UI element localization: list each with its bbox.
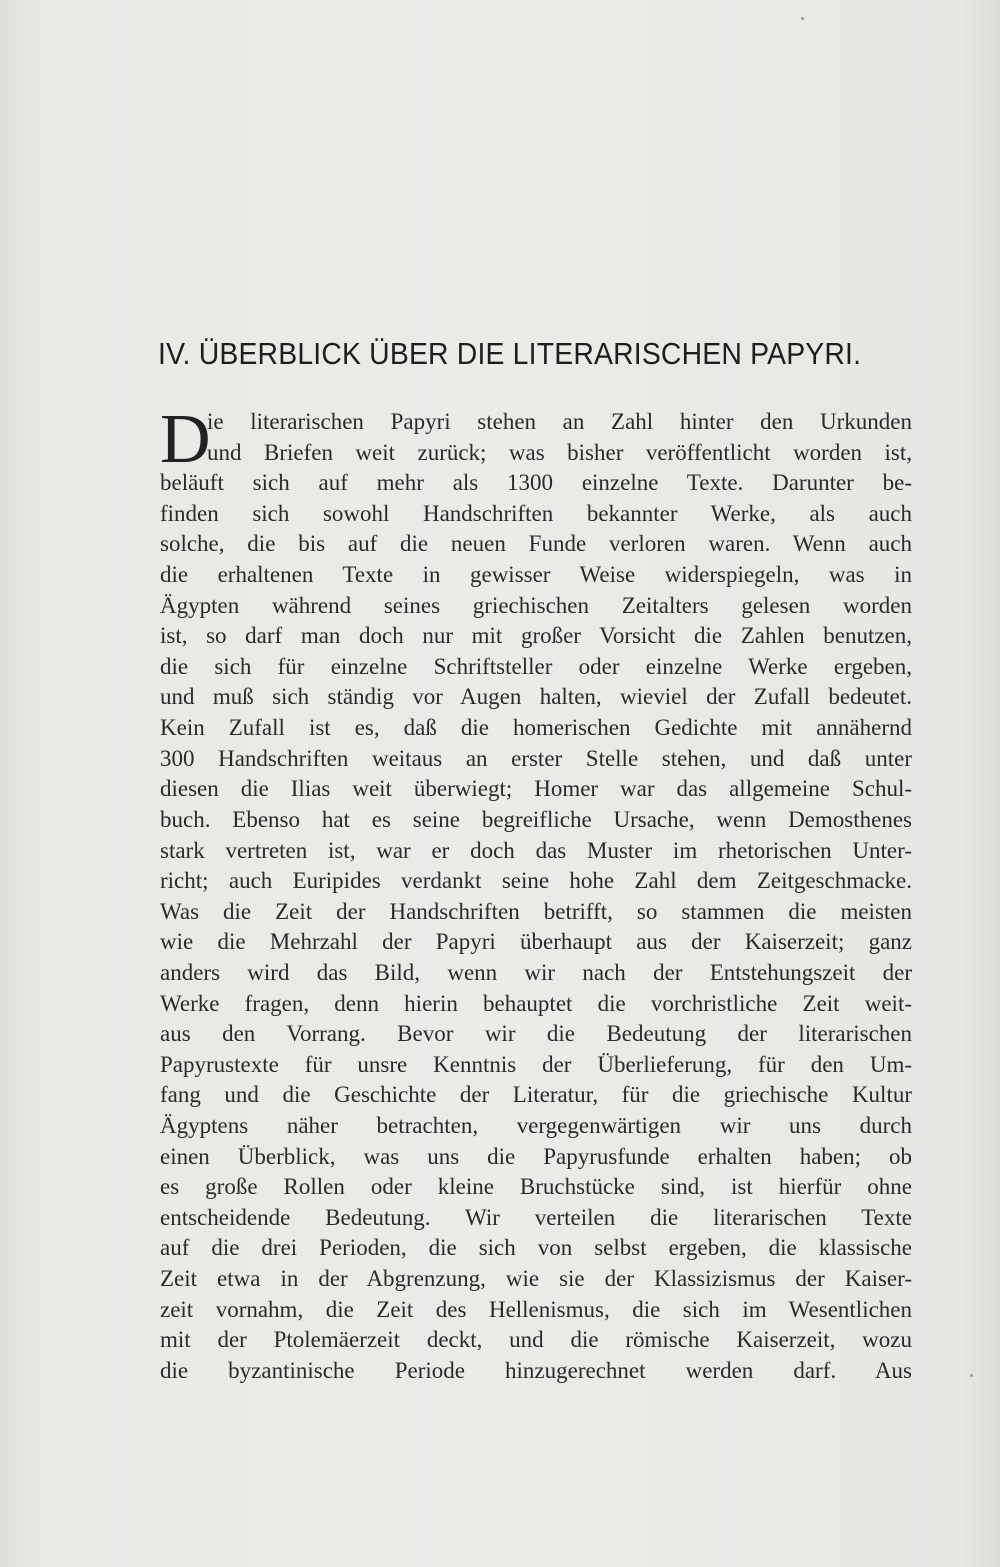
text-line: stark vertreten ist, war er doch das Muster im rhetorischen Unter- bbox=[160, 837, 912, 863]
text-line: mit der Ptolemäerzeit deckt, und die römische Kaiserzeit, wozu bbox=[160, 1327, 912, 1353]
text-line: und muß sich ständig vor Augen halten, wieviel der Zufall bedeutet. bbox=[160, 684, 912, 710]
print-speck bbox=[970, 1374, 973, 1377]
text-line: einen Überblick, was uns die Papyrusfunde erhalten haben; ob bbox=[160, 1143, 912, 1169]
text-line: entscheidende Bedeutung. Wir verteilen die literarischen Texte bbox=[160, 1204, 912, 1230]
text-line: wie die Mehrzahl der Papyri überhaupt aus der Kaiserzeit; ganz bbox=[160, 929, 912, 955]
text-line: die byzantinische Periode hinzugerechnet werden darf. Aus bbox=[160, 1357, 912, 1383]
text-line: die erhaltenen Texte in gewisser Weise widerspiegeln, was in bbox=[160, 562, 912, 588]
text-line: aus den Vorrang. Bevor wir die Bedeutung der literarischen bbox=[160, 1021, 912, 1047]
text-line: Zeit etwa in der Abgrenzung, wie sie der Klassizismus der Kaiser- bbox=[160, 1266, 912, 1292]
text-line: Was die Zeit der Handschriften betrifft, so stammen die meisten bbox=[160, 898, 912, 924]
text-line: solche, die bis auf die neuen Funde verloren waren. Wenn auch bbox=[160, 531, 912, 557]
text-line: buch. Ebenso hat es seine begreifliche Ursache, wenn Demosthenes bbox=[160, 806, 912, 832]
chapter-heading: IV. ÜBERBLICK ÜBER DIE LITERARISCHEN PAPYRI. bbox=[158, 336, 862, 371]
text-line: diesen die Ilias weit überwiegt; Homer war das allgemeine Schul- bbox=[160, 776, 912, 802]
text-line: Ägypten während seines griechischen Zeitalters gelesen worden bbox=[160, 592, 912, 618]
text-line: ist, so darf man doch nur mit großer Vorsicht die Zahlen benutzen, bbox=[160, 623, 912, 649]
text-line: ie literarischen Papyri stehen an Zahl hinter den Urkunden bbox=[207, 409, 912, 434]
text-line: beläuft sich auf mehr als 1300 einzelne Texte. Darunter be- bbox=[160, 470, 912, 496]
drop-cap: D bbox=[160, 401, 211, 478]
text-line: es große Rollen oder kleine Bruchstücke sind, ist hierfür ohne bbox=[160, 1174, 912, 1200]
print-speck bbox=[801, 17, 804, 20]
text-line: anders wird das Bild, wenn wir nach der Entstehungszeit der bbox=[160, 959, 912, 985]
text-line: 300 Handschriften weitaus an erster Stelle stehen, und daß unter bbox=[160, 745, 912, 771]
text-line: zeit vornahm, die Zeit des Hellenismus, die sich im Wesentlichen bbox=[160, 1296, 912, 1322]
text-line: richt; auch Euripides verdankt seine hohe Zahl dem Zeitgeschmacke. bbox=[160, 868, 912, 894]
text-line: und Briefen weit zurück; was bisher veröffentlicht worden ist, bbox=[207, 439, 912, 465]
text-line: Kein Zufall ist es, daß die homerischen Gedichte mit annähernd bbox=[160, 715, 912, 741]
chapter-body bbox=[160, 401, 912, 1387]
text-line: auf die drei Perioden, die sich von selbst ergeben, die klassische bbox=[160, 1235, 912, 1261]
text-line: fang und die Geschichte der Literatur, für die griechische Kultur bbox=[160, 1082, 912, 1108]
text-line: Papyrustexte für unsre Kenntnis der Überlieferung, für den Um- bbox=[160, 1051, 912, 1077]
text-line: finden sich sowohl Handschriften bekannter Werke, als auch bbox=[160, 500, 912, 526]
text-line: Ägyptens näher betrachten, vergegenwärtigen wir uns durch bbox=[160, 1113, 912, 1139]
text-line: die sich für einzelne Schriftsteller oder einzelne Werke ergeben, bbox=[160, 653, 912, 679]
text-line: Werke fragen, denn hierin behauptet die vorchristliche Zeit weit- bbox=[160, 990, 912, 1016]
